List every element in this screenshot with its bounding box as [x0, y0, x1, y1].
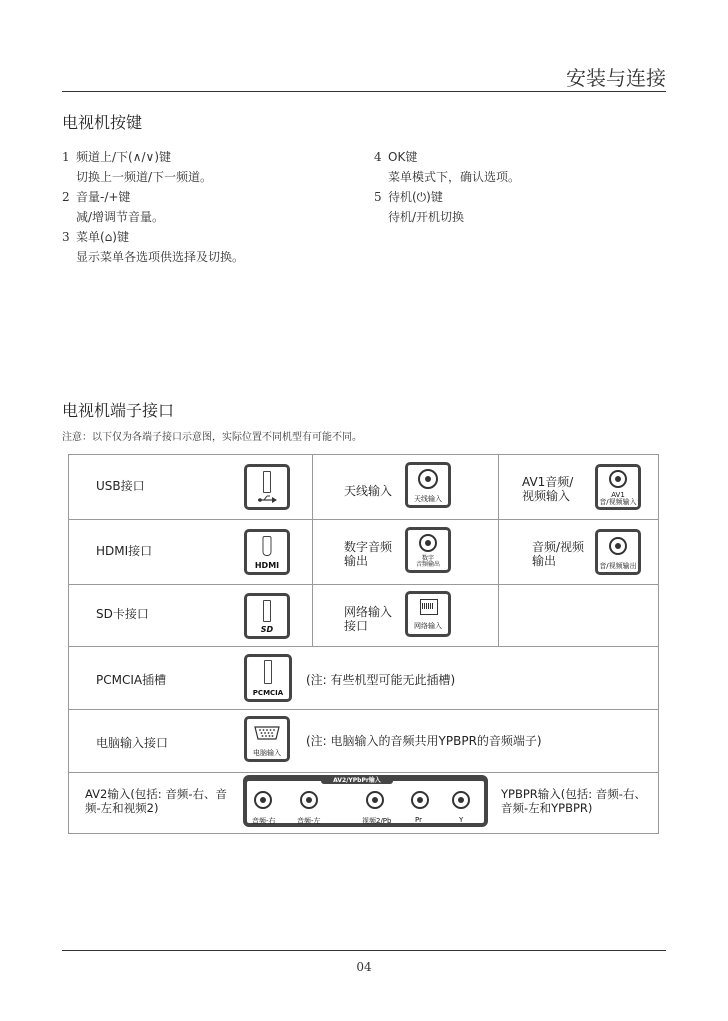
section-title-buttons: 电视机按键: [62, 113, 143, 132]
panel-title: AV2/YPbPr输入: [333, 777, 381, 784]
jack-label: 音频-左: [297, 817, 321, 825]
av1-label: AV1音频/视频输入: [522, 475, 574, 503]
network-label: 网络输入接口: [344, 605, 393, 633]
key-desc: 显示菜单各选项供选择及切换。: [76, 250, 245, 264]
key-list-left: [62, 147, 352, 267]
jack-label: Pr: [415, 816, 422, 824]
jack-video2-pb: [366, 791, 384, 809]
usb-label: USB接口: [96, 479, 145, 493]
key-desc: 菜单模式下，确认选项。: [388, 170, 521, 184]
pc-note: (注: 电脑输入的音频共用YPBPR的音频端子): [306, 734, 542, 748]
key-desc: 切换上一频道/下一频道。: [76, 170, 213, 184]
av2-label: AV2输入(包括: 音频-右、音频-左和视频2): [85, 787, 227, 815]
cell-pcmcia: [68, 646, 659, 710]
network-icon: 网络输入: [405, 591, 451, 637]
antenna-label: 天线输入: [344, 484, 393, 498]
key-item: 5 待机(⏻)键: [374, 190, 443, 204]
key-desc: 待机/开机切换: [388, 210, 465, 224]
pcmcia-label: PCMCIA插槽: [96, 673, 167, 687]
page-header-title: 安装与连接: [566, 66, 666, 90]
jack-label: 音频-右: [252, 817, 276, 825]
av-out-label: 音频/视频输出: [532, 540, 585, 568]
usb-icon: [244, 464, 290, 510]
section-title-ports: 电视机端子接口: [62, 401, 175, 420]
sd-label: SD卡接口: [96, 607, 149, 621]
digital-audio-icon: 数字 音频输出: [405, 527, 451, 573]
cell-sd: [68, 584, 313, 647]
jack-label: Y: [459, 816, 464, 824]
cell-av1: [498, 454, 659, 520]
key-item: 1 频道上/下(∧/∨)键: [62, 150, 172, 164]
pc-vga-icon: 电脑输入: [244, 716, 290, 762]
key-item: 4 OK键: [374, 150, 418, 164]
cell-empty: [498, 584, 659, 647]
cell-network: [312, 584, 499, 647]
jack-audio-left: [300, 791, 318, 809]
pcmcia-icon: PCMCIA: [244, 654, 292, 702]
av-out-icon: 音/视频输出: [595, 529, 641, 575]
key-desc: 减/增调节音量。: [76, 210, 165, 224]
av1-icon: AV1 音/视频输入: [595, 464, 641, 510]
antenna-icon: 天线输入: [405, 462, 451, 508]
sd-icon: SD: [244, 593, 290, 639]
digital-audio-label: 数字音频输出: [344, 540, 393, 568]
jack-pr: [411, 791, 429, 809]
ports-note: 注意：以下仅为各端子接口示意图，实际位置不同机型有可能不同。: [62, 432, 362, 443]
cell-antenna: [312, 454, 499, 520]
jack-audio-right: [254, 791, 272, 809]
cell-pc: [68, 709, 659, 773]
pc-label: 电脑输入接口: [96, 736, 169, 750]
cell-av-out: [498, 519, 659, 585]
page-number: 04: [356, 960, 372, 974]
ypbpr-label: YPBPR输入(包括: 音频-右、音频-左和YPBPR): [501, 787, 646, 815]
key-list-right: [374, 147, 664, 227]
cell-digital-audio: [312, 519, 499, 585]
footer-divider: [62, 950, 666, 951]
jack-y: [452, 791, 470, 809]
hdmi-label: HDMI接口: [96, 544, 153, 558]
hdmi-icon: HDMI: [244, 529, 290, 575]
key-item: 2 音量-/+键: [62, 190, 131, 204]
cell-usb: [68, 454, 313, 520]
av2-ypbpr-panel: [243, 775, 488, 827]
key-item: 3 菜单(⌂)键: [62, 230, 129, 244]
cell-hdmi: [68, 519, 313, 585]
header-divider: [62, 91, 666, 92]
jack-label: 视频2/Pb: [362, 817, 392, 825]
pcmcia-note: (注: 有些机型可能无此插槽): [306, 673, 456, 687]
